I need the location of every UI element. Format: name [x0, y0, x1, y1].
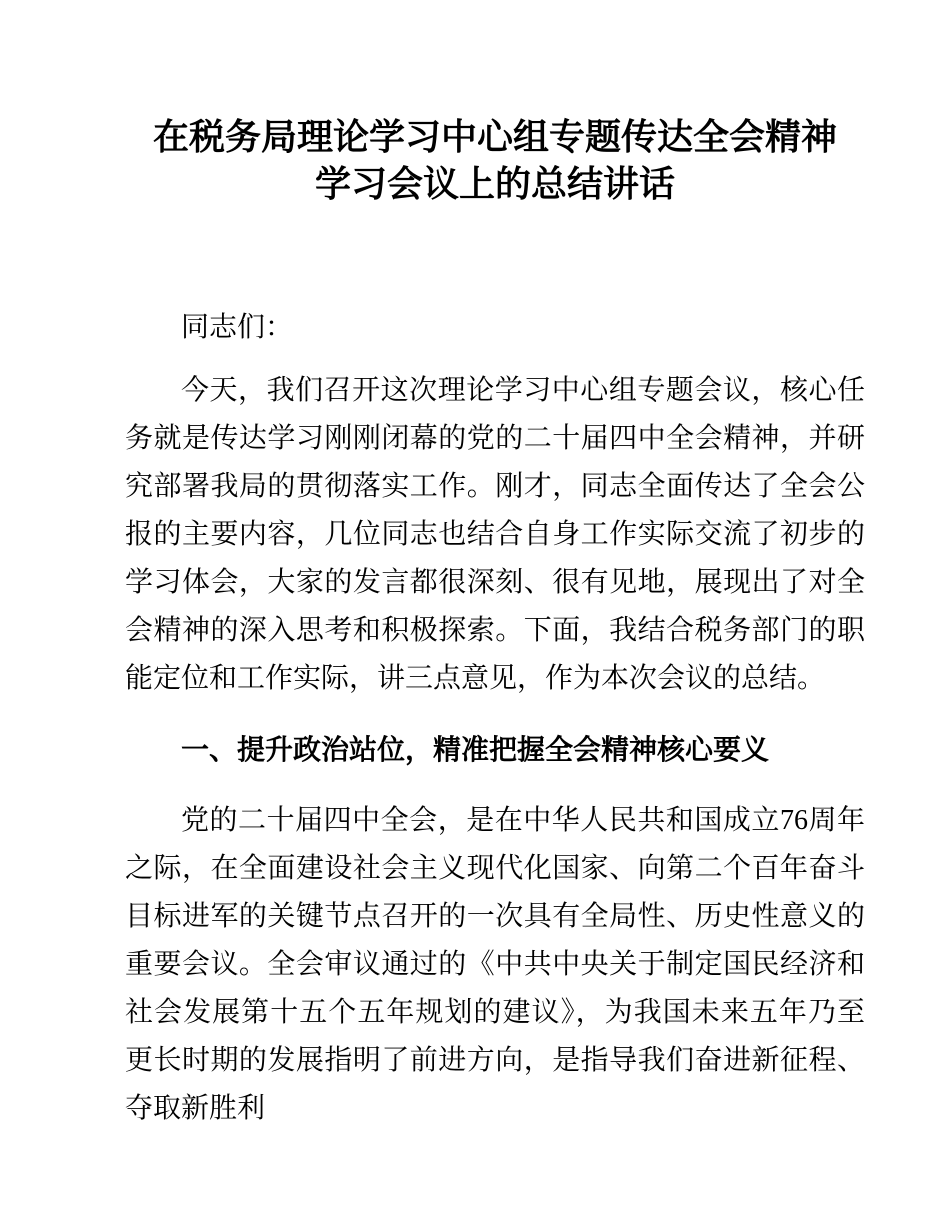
document-title-line-1: 在税务局理论学习中心组专题传达全会精神	[152, 117, 837, 157]
document-title	[125, 114, 865, 208]
section-1-paragraph: 党的二十届四中全会，是在中华人民共和国成立76周年之际，在全面建设社会主义现代化国家、向第二个百年奋斗目标进军的关键节点召开的一次具有全局性、历史性意义的重要会议。全会审议通过的《中共中央关于制定国民经济和社会发展第十五个五年规划的建议》，为我国未来五年乃至更长时期的发展指明了前进方向，是指导我们奋进新征程、夺取新胜利	[125, 805, 865, 1124]
salutation: 同志们：	[181, 312, 294, 343]
opening-paragraph: 今天，我们召开这次理论学习中心组专题会议，核心任务就是传达学习刚刚闭幕的党的二十届四中全会精神，并研究部署我局的贯彻落实工作。刚才，同志全面传达了全会公报的主要内容，几位同志也结合自身工作实际交流了初步的学习体会，大家的发言都很深刻、很有见地，展现出了对全会精神的深入思考和积极探索。下面，我结合税务部门的职能定位和工作实际，讲三点意见，作为本次会议的总结。	[125, 375, 865, 694]
section-heading-1: 一、提升政治站位，精准把握全会精神核心要义	[181, 734, 770, 765]
document-title-line-2: 学习会议上的总结讲话	[314, 164, 675, 204]
